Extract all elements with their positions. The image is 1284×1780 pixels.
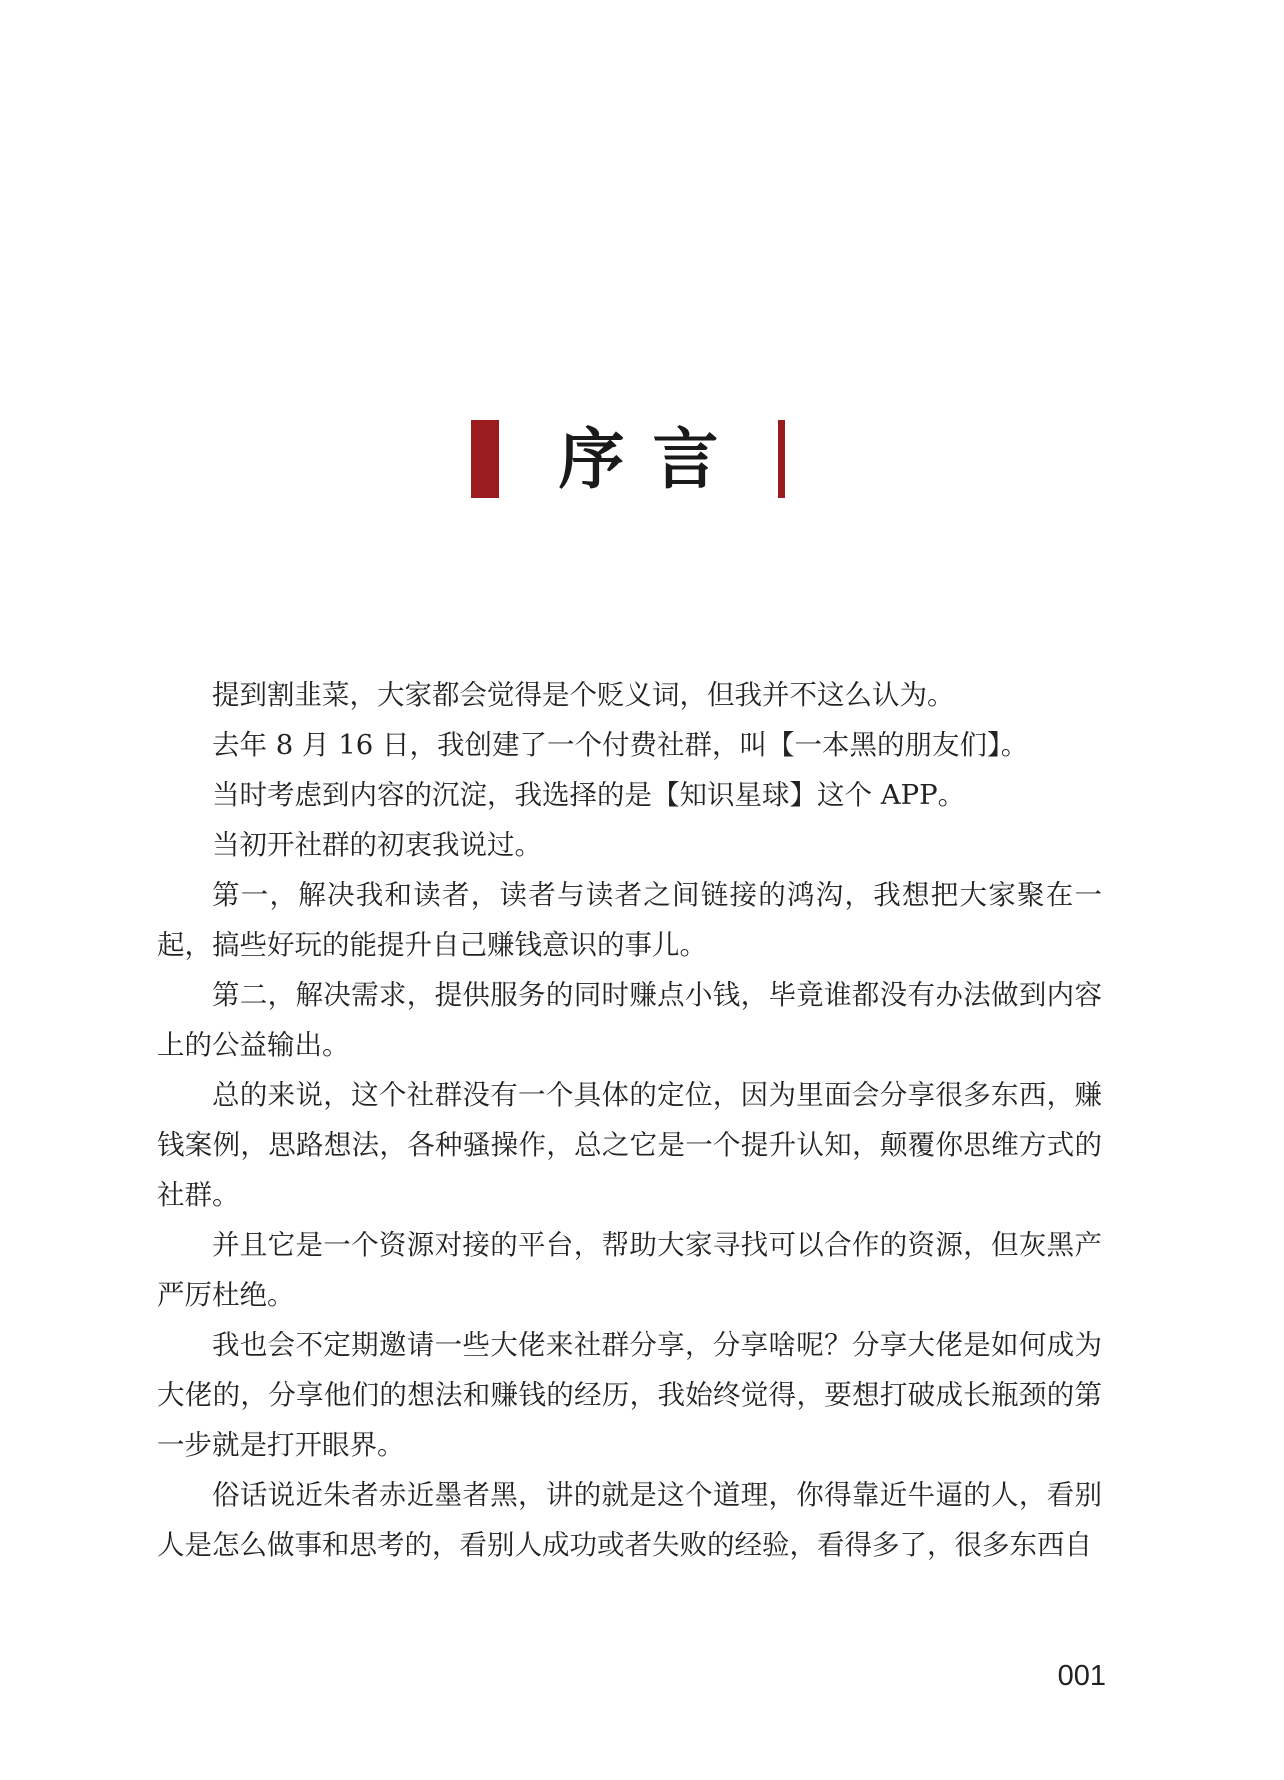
page-number: 001 (1057, 1660, 1106, 1692)
paragraph: 我也会不定期邀请一些大佬来社群分享，分享啥呢？分享大佬是如何成为大佬的，分享他们的想法和赚钱的经历，我始终觉得，要想打破成长瓶颈的第一步就是打开眼界。 (157, 1329, 1102, 1461)
paragraph: 去年 8 月 16 日，我创建了一个付费社群，叫【一本黑的朋友们】。 (212, 729, 1029, 761)
paragraph: 并且它是一个资源对接的平台，帮助大家寻找可以合作的资源，但灰黑产严厉杜绝。 (157, 1229, 1102, 1311)
paragraph: 第二，解决需求，提供服务的同时赚点小钱，毕竟谁都没有办法做到内容上的公益输出。 (157, 979, 1102, 1061)
body-text (157, 670, 1102, 1570)
paragraph: 提到割韭菜，大家都会觉得是个贬义词，但我并不这么认为。 (212, 679, 955, 711)
paragraph: 当时考虑到内容的沉淀，我选择的是【知识星球】这个 APP。 (212, 779, 966, 811)
chapter-title-block (0, 420, 1284, 500)
title-accent-bar-right (778, 420, 785, 498)
paragraph: 俗话说近朱者赤近墨者黑，讲的就是这个道理，你得靠近牛逼的人，看别人是怎么做事和思考的，看别人成功或者失败的经验，看得多了，很多东西自 (157, 1479, 1102, 1561)
chapter-title: 序言 (558, 420, 747, 498)
paragraph: 第一，解决我和读者，读者与读者之间链接的鸿沟，我想把大家聚在一起，搞些好玩的能提升自己赚钱意识的事儿。 (157, 879, 1102, 961)
paragraph: 总的来说，这个社群没有一个具体的定位，因为里面会分享很多东西，赚钱案例，思路想法，各种骚操作，总之它是一个提升认知，颠覆你思维方式的社群。 (157, 1079, 1102, 1211)
paragraph: 当初开社群的初衷我说过。 (212, 829, 542, 861)
title-accent-bar-left (471, 420, 499, 498)
